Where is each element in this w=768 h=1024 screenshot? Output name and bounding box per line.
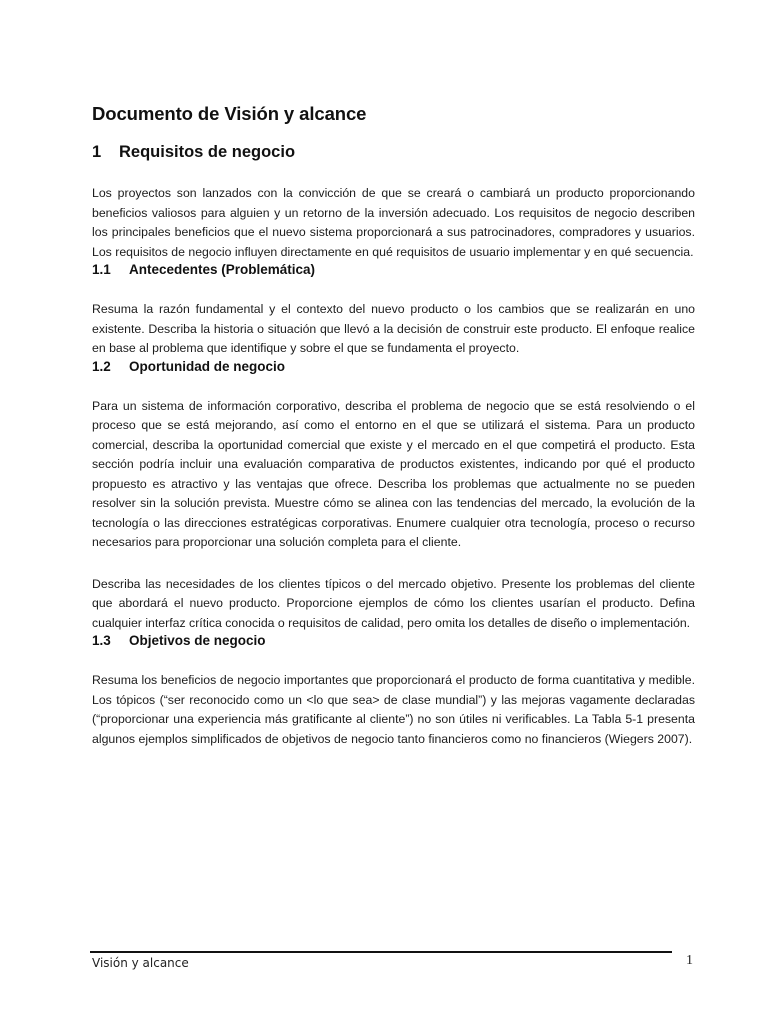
- section-1-2-number: 1.2: [92, 358, 111, 374]
- section-1-2-paragraph-1: Para un sistema de información corporativo, describa el problema de negocio que se está resolviendo o el proceso que se está mejorando, así como el entorno en el que se utilizará el sistema. Para un producto comercial, describa la oportunidad comercial que existe y el mercado en el que competirá el producto. Esta sección podría incluir una evaluación comparativa de productos existentes, indicando por qué el producto propuesto es atractivo y las ventajas que ofrece. Describa los problemas que actualmente no se pueden resolver sin la solución prevista. Muestre cómo se alinea con las tendencias del mercado, la evolución de la tecnología o las direcciones estratégicas corporativas. Enumere cualquier otra tecnología, proceso o recurso necesarios para proporcionar una solución completa para el cliente.: [92, 398, 695, 549]
- section-1-3-number: 1.3: [92, 633, 111, 648]
- section-1-1-title: Antecedentes (Problemática): [129, 262, 316, 277]
- section-1-2-paragraph-2: Describa las necesidades de los clientes típicos o del mercado objetivo. Presente los problemas del cliente que abordará el nuevo producto. Proporcione ejemplos de cómo los clientes usarían el producto. Defina cualquier interfaz crítica conocida o requisitos de calidad, pero omita los detalles de diseño o implementación.: [92, 576, 695, 630]
- section-1-1-number: 1.1: [92, 262, 111, 277]
- section-1-3-paragraph: Resuma los beneficios de negocio importantes que proporcionará el producto de forma cuantitativa y medible. Los tópicos (“ser reconocido como un <lo que sea> de clase mundial”) y las mejoras vagamente declaradas (“proporcionar una experiencia más gratificante al cliente”) no son útiles ni verificables. La Tabla 5-1 presenta algunos ejemplos simplificados de objetivos de negocio tanto financieros como no financieros (Wiegers 2007).: [92, 673, 695, 746]
- section-1-3-title: Objetivos de negocio: [129, 633, 266, 648]
- document-title: Documento de Visión y alcance: [92, 103, 367, 124]
- section-1-paragraph: Los proyectos son lanzados con la convicción de que se creará o cambiará un producto proporcionando beneficios valiosos para alguien y un retorno de la inversión adecuado. Los requisitos de negocio describen los principales beneficios que el nuevo sistema proporcionará a sus patrocinadores, compradores y usuarios. Los requisitos de negocio influyen directamente en qué requisitos de usuario implementar y en qué secuencia.: [92, 186, 695, 259]
- section-1-number: 1: [92, 143, 102, 161]
- section-1-heading: [92, 143, 695, 162]
- section-1-2-heading: [92, 359, 695, 374]
- section-1-1-paragraph: Resuma la razón fundamental y el contexto del nuevo producto o los cambios que se realizarán en uno existente. Describa la historia o situación que llevó a la decisión de construir este producto. El enfoque realice en base al problema que identifique y sobre el que se fundamenta el proyecto.: [92, 302, 695, 355]
- section-1-2-title: Oportunidad de negocio: [129, 358, 285, 374]
- section-1-title: Requisitos de negocio: [119, 143, 296, 161]
- footer-title: Visión y alcance: [92, 956, 189, 970]
- section-1-3-heading: [92, 633, 695, 648]
- section-1-1-heading: [92, 262, 695, 277]
- page-number: 1: [686, 953, 693, 968]
- page-content: [92, 103, 695, 749]
- footer-divider: [90, 951, 672, 953]
